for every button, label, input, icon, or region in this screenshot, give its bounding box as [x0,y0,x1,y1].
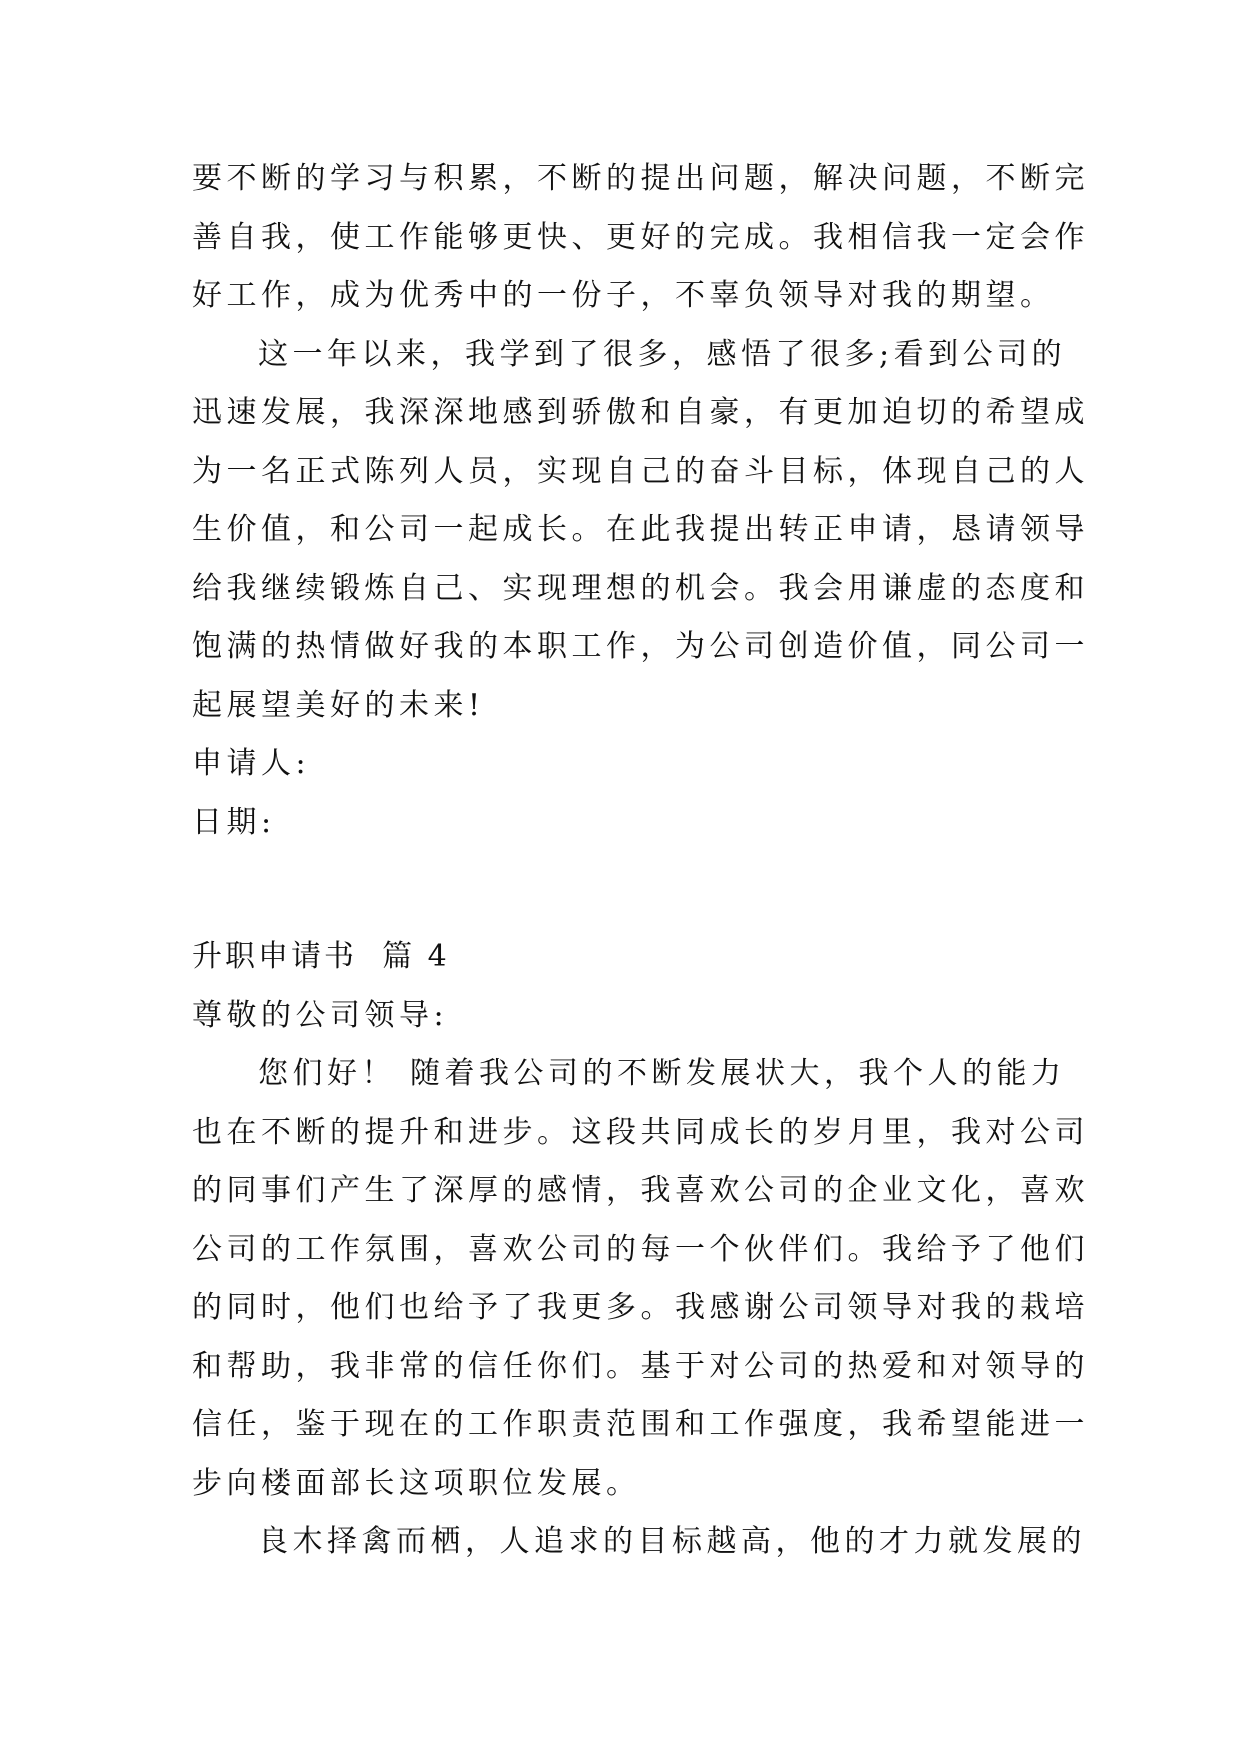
paragraph-4 [192,1513,1086,1572]
text-line: 生价值，和公司一起成长。在此我提出转正申请，恳请领导 [192,512,1089,547]
text-line: 的同时，他们也给予了我更多。我感谢公司领导对我的栽培 [192,1290,1089,1325]
text-line: 的同事们产生了深厚的感情，我喜欢公司的企业文化，喜欢 [192,1173,1089,1208]
section-header [192,928,1062,1045]
text-line: 善自我，使工作能够更快、更好的完成。我相信我一定会作 [192,219,1089,255]
section-title: 升职申请书 篇 4 [192,939,450,974]
text-line: 起展望美好的未来! [192,687,485,723]
text-line: 给我继续锻炼自己、实现理想的机会。我会用谦虚的态度和 [192,570,1089,606]
paragraph-3 [192,1045,1089,1513]
text-line: 公司的工作氛围，喜欢公司的每一个伙伴们。我给予了他们 [192,1231,1089,1267]
text-line: 和帮助，我非常的信任你们。基于对公司的热爱和对领导的 [192,1348,1089,1384]
salutation: 尊敬的公司领导: [192,997,449,1033]
applicant-label: 申请人: [192,746,311,781]
text-line: 饱满的热情做好我的本职工作，为公司创造价值，同公司一 [192,629,1089,664]
text-line: 步向楼面部长这项职位发展。 [192,1465,641,1501]
section-gap [192,852,1062,928]
text-line: 迅速发展，我深深地感到骄傲和自豪，有更加迫切的希望成 [192,395,1089,430]
paragraph-1 [192,150,1089,326]
text-line: 为一名正式陈列人员，实现自己的奋斗目标，体现自己的人 [192,453,1089,489]
text-line: 良木择禽而栖，人追求的目标越高，他的才力就发展的 [258,1524,1086,1559]
text-line: 要不断的学习与积累，不断的提出问题，解决问题，不断完 [192,161,1089,196]
document-page [192,150,1089,1572]
text-line: 也在不断的提升和进步。这段共同成长的岁月里，我对公司 [192,1114,1089,1150]
date-label: 日期: [192,804,276,840]
signature-block [192,735,1062,852]
text-line: 这一年以来，我学到了很多，感悟了很多;看到公司的 [258,336,1067,372]
text-line: 您们好！ 随着我公司的不断发展状大，我个人的能力 [258,1056,1066,1091]
text-line: 好工作，成为优秀中的一份子，不辜负领导对我的期望。 [192,278,1055,313]
paragraph-2 [192,326,1089,736]
text-line: 信任，鉴于现在的工作职责范围和工作强度，我希望能进一 [192,1407,1089,1442]
